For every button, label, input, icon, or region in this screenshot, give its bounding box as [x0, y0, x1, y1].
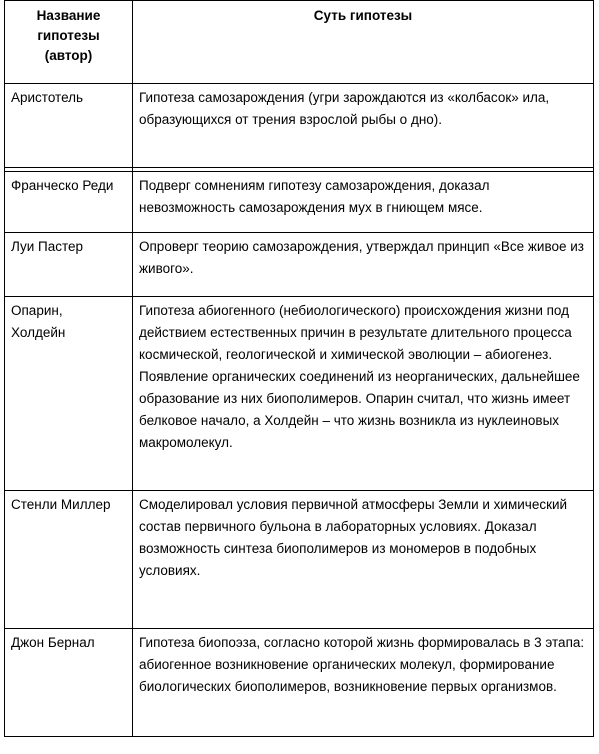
essence-cell [133, 297, 594, 491]
essence-cell [133, 84, 594, 168]
table-header-row [5, 1, 594, 84]
author-text: Франческо Реди [11, 178, 114, 193]
column-header-essence-text: Суть гипотезы [313, 8, 413, 23]
table-row [5, 172, 594, 233]
author-cell [5, 491, 133, 629]
essence-text: Гипотеза абиогенного (небиологического) происхождения жизни под действием естественных причин в результате длительного процесса космической, геологической и химической эволюции – абиогенез. Появление органических соединений из неорганических, дальнейшее образование из них биополимеров. Опарин считал, что жизнь имеет белковое начало, а Холдейн – что жизнь возникла из нуклеиновых макромолекул. [139, 303, 580, 450]
essence-text: Гипотеза биопоэза, согласно которой жизнь формировалась в 3 этапа: абиогенное возникновение органических молекул, формирование биологических биополимеров, возникновение первых организмов. [139, 635, 585, 694]
essence-text: Гипотеза самозарождения (угри зарождаются из «колбасок» ила, образующихся от трения взрослой рыбы о дно). [139, 90, 550, 127]
author-text: Аристотель [11, 90, 84, 105]
author-text: Луи Пастер [11, 239, 84, 254]
essence-cell [133, 629, 594, 737]
author-text: Стенли Миллер [11, 497, 111, 512]
hypotheses-table [4, 0, 594, 737]
column-header-name-text: Название гипотезы (автор) [36, 8, 101, 63]
author-cell [5, 297, 133, 491]
table-row [5, 233, 594, 297]
author-cell [5, 84, 133, 168]
column-header-name [5, 1, 133, 84]
author-cell [5, 233, 133, 297]
essence-text: Подверг сомнениям гипотезу самозарождения, доказал невозможность самозарождения мух в гниющем мясе. [139, 178, 490, 215]
author-cell [5, 629, 133, 737]
essence-text: Опроверг теорию самозарождения, утверждал принцип «Все живое из живого». [139, 239, 584, 276]
essence-cell [133, 233, 594, 297]
table-row [5, 629, 594, 737]
essence-cell [133, 491, 594, 629]
essence-cell [133, 172, 594, 233]
table-row [5, 491, 594, 629]
table-row [5, 297, 594, 491]
table-row [5, 84, 594, 168]
essence-text: Смоделировал условия первичной атмосферы Земли и химический состав первичного бульона в лабораторных условиях. Доказал возможность синтеза биополимеров из мономеров в подобных условиях. [139, 497, 568, 578]
author-cell [5, 172, 133, 233]
author-text: Джон Бернал [11, 635, 95, 650]
column-header-essence [133, 1, 594, 84]
author-text: Опарин, Холдейн [11, 303, 66, 340]
